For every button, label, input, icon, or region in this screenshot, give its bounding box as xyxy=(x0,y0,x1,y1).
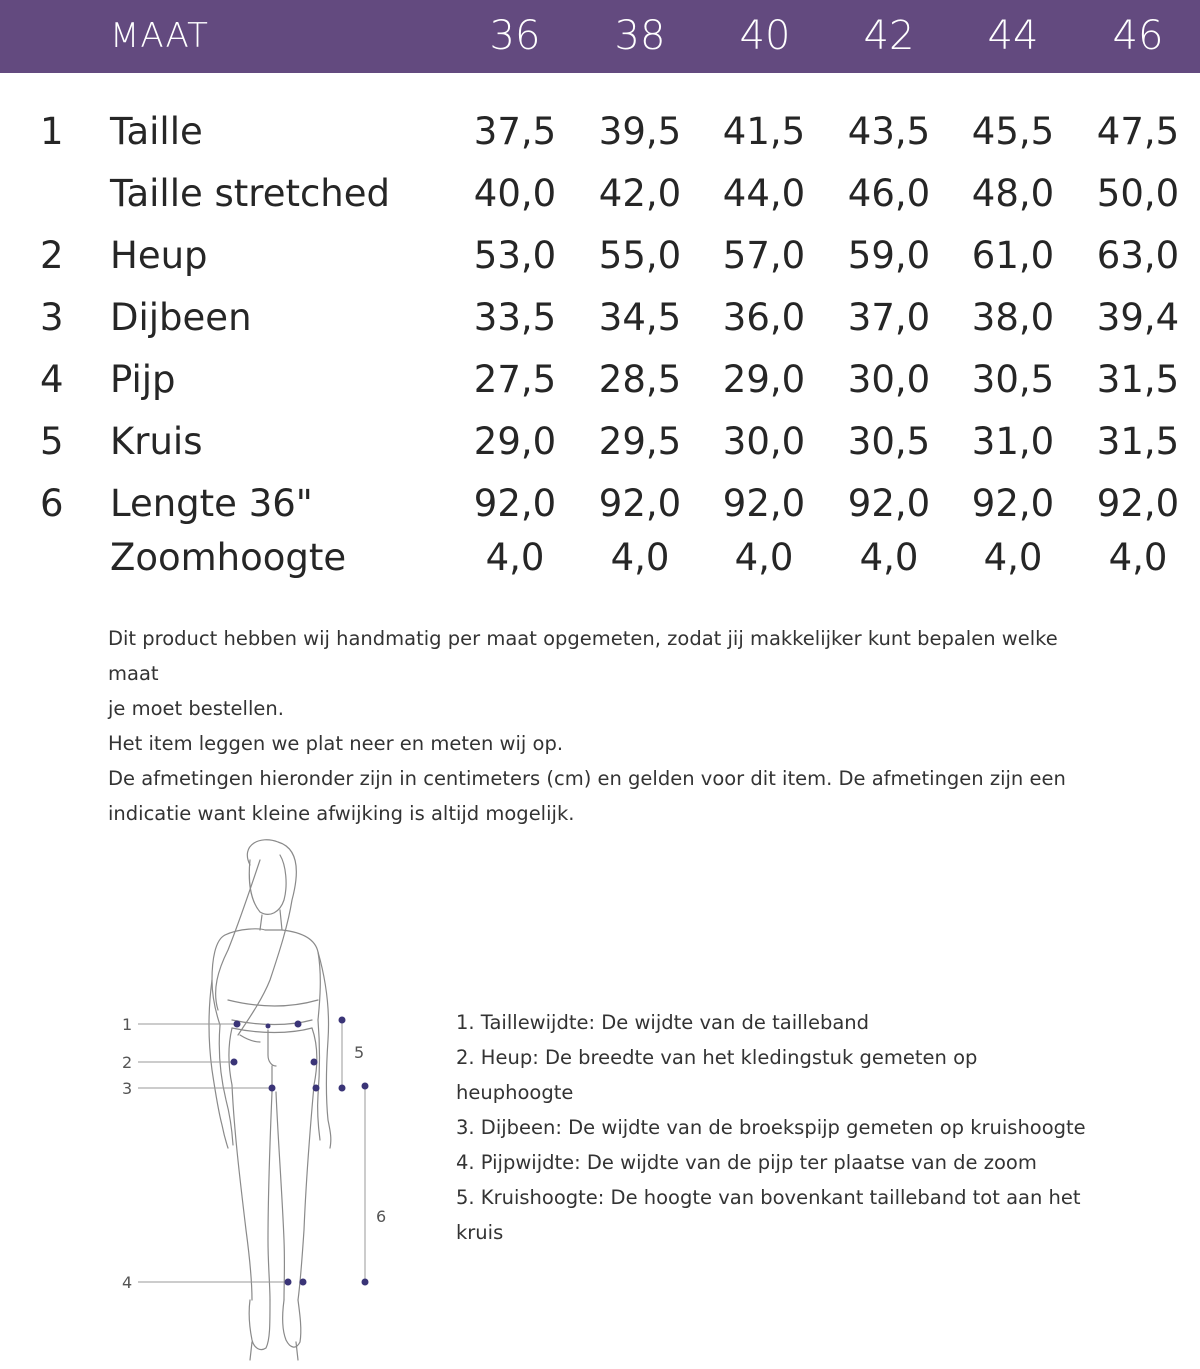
figure-label-5: 5 xyxy=(354,1043,365,1062)
row-value: 92,0 xyxy=(971,482,1055,525)
row-value: 37,5 xyxy=(473,110,557,153)
size-header-36: 36 xyxy=(489,13,541,59)
figure-label-1: 1 xyxy=(122,1015,133,1034)
row-value: 50,0 xyxy=(1096,172,1180,215)
size-header-46: 46 xyxy=(1112,13,1164,59)
table-row xyxy=(0,352,1200,408)
size-header-label: MAAT xyxy=(110,16,209,56)
marker-dot xyxy=(311,1059,318,1066)
marker-dot xyxy=(295,1021,302,1028)
row-value: 4,0 xyxy=(734,536,794,579)
size-header-42: 42 xyxy=(863,13,915,59)
row-measurement-name: Lengte 36" xyxy=(110,482,313,525)
row-measurement-name: Dijbeen xyxy=(110,296,252,339)
table-row xyxy=(0,290,1200,346)
row-measurement-name: Taille stretched xyxy=(110,172,391,215)
table-row xyxy=(0,530,1200,586)
size-header-bar xyxy=(0,0,1200,73)
row-measurement-name: Taille xyxy=(110,110,203,153)
row-value: 40,0 xyxy=(473,172,557,215)
table-row xyxy=(0,476,1200,532)
legend-line: 4. Pijpwijdte: De wijdte van de pijp ter plaatse van de zoom xyxy=(456,1151,1037,1174)
row-value: 55,0 xyxy=(598,234,682,277)
description-line: De afmetingen hieronder zijn in centimeters (cm) en gelden voor dit item. De afmetingen zijn een xyxy=(108,767,1066,790)
row-value: 4,0 xyxy=(485,536,545,579)
measurement-figure xyxy=(100,830,430,1369)
legend-line: 2. Heup: De breedte van het kledingstuk gemeten op xyxy=(456,1046,978,1069)
table-row xyxy=(0,104,1200,160)
row-number: 6 xyxy=(40,482,64,525)
row-value: 29,0 xyxy=(722,358,806,401)
row-value: 92,0 xyxy=(847,482,931,525)
row-value: 27,5 xyxy=(473,358,557,401)
row-value: 92,0 xyxy=(1096,482,1180,525)
figure-label-4: 4 xyxy=(122,1273,133,1292)
figure-label-6: 6 xyxy=(376,1207,387,1226)
row-value: 30,5 xyxy=(971,358,1055,401)
legend-line: 5. Kruishoogte: De hoogte van bovenkant tailleband tot aan het xyxy=(456,1186,1081,1209)
row-value: 29,0 xyxy=(473,420,557,463)
row-value: 38,0 xyxy=(971,296,1055,339)
figure-label-2: 2 xyxy=(122,1053,133,1072)
row-number: 5 xyxy=(40,420,64,463)
row-value: 39,5 xyxy=(598,110,682,153)
row-value: 92,0 xyxy=(598,482,682,525)
row-value: 57,0 xyxy=(722,234,806,277)
row-value: 33,5 xyxy=(473,296,557,339)
row-value: 36,0 xyxy=(722,296,806,339)
measurement-legend xyxy=(456,1005,1096,1250)
row-value: 31,0 xyxy=(971,420,1055,463)
marker-dot xyxy=(362,1083,369,1090)
figure-label-3: 3 xyxy=(122,1079,133,1098)
row-number: 4 xyxy=(40,358,64,401)
row-value: 47,5 xyxy=(1096,110,1180,153)
row-value: 29,5 xyxy=(598,420,682,463)
legend-line: 3. Dijbeen: De wijdte van de broekspijp gemeten op kruishoogte xyxy=(456,1116,1086,1139)
measurement-description xyxy=(108,621,1088,831)
row-number: 1 xyxy=(40,110,64,153)
row-value: 30,5 xyxy=(847,420,931,463)
row-value: 30,0 xyxy=(722,420,806,463)
figure-left-leg xyxy=(232,1085,252,1300)
marker-dot xyxy=(285,1279,292,1286)
size-header-44: 44 xyxy=(987,13,1039,59)
marker-dot xyxy=(231,1059,238,1066)
row-value: 44,0 xyxy=(722,172,806,215)
marker-dot xyxy=(313,1085,320,1092)
row-measurement-name: Kruis xyxy=(110,420,203,463)
row-value: 46,0 xyxy=(847,172,931,215)
row-measurement-name: Pijp xyxy=(110,358,176,401)
marker-dot xyxy=(266,1024,271,1029)
figure-right-leg xyxy=(298,1085,314,1300)
marker-dot xyxy=(362,1279,369,1286)
figure-left-arm xyxy=(209,980,228,1148)
row-value: 92,0 xyxy=(473,482,557,525)
marker-dot xyxy=(300,1279,307,1286)
description-line: Dit product hebben wij handmatig per maat opgemeten, zodat jij makkelijker kunt bepalen welke maat xyxy=(108,627,1058,685)
row-number: 3 xyxy=(40,296,64,339)
row-value: 30,0 xyxy=(847,358,931,401)
row-value: 34,5 xyxy=(598,296,682,339)
row-value: 4,0 xyxy=(610,536,670,579)
size-header-38: 38 xyxy=(614,13,666,59)
figure-head xyxy=(249,855,286,914)
description-line: Het item leggen we plat neer en meten wij op. xyxy=(108,732,564,755)
marker-dot xyxy=(339,1017,346,1024)
row-measurement-name: Zoomhoogte xyxy=(110,536,347,579)
table-row xyxy=(0,166,1200,222)
row-value: 53,0 xyxy=(473,234,557,277)
row-value: 28,5 xyxy=(598,358,682,401)
row-value: 92,0 xyxy=(722,482,806,525)
row-value: 31,5 xyxy=(1096,420,1180,463)
row-value: 63,0 xyxy=(1096,234,1180,277)
row-value: 4,0 xyxy=(859,536,919,579)
row-value: 41,5 xyxy=(722,110,806,153)
size-header-40: 40 xyxy=(739,13,791,59)
row-value: 4,0 xyxy=(1108,536,1168,579)
marker-dot xyxy=(269,1085,276,1092)
row-value: 42,0 xyxy=(598,172,682,215)
table-row xyxy=(0,228,1200,284)
marker-dot xyxy=(339,1085,346,1092)
description-line: indicatie want kleine afwijking is altijd mogelijk. xyxy=(108,802,575,825)
legend-line: kruis xyxy=(456,1221,504,1244)
legend-line: heuphoogte xyxy=(456,1081,574,1104)
row-value: 45,5 xyxy=(971,110,1055,153)
row-value: 43,5 xyxy=(847,110,931,153)
row-value: 59,0 xyxy=(847,234,931,277)
row-measurement-name: Heup xyxy=(110,234,208,277)
legend-line: 1. Taillewijdte: De wijdte van de tailleband xyxy=(456,1011,870,1034)
description-line: je moet bestellen. xyxy=(108,697,284,720)
table-row xyxy=(0,414,1200,470)
row-value: 39,4 xyxy=(1096,296,1180,339)
row-value: 4,0 xyxy=(983,536,1043,579)
row-value: 61,0 xyxy=(971,234,1055,277)
row-value: 31,5 xyxy=(1096,358,1180,401)
row-number: 2 xyxy=(40,234,64,277)
marker-dot xyxy=(234,1021,241,1028)
row-value: 48,0 xyxy=(971,172,1055,215)
row-value: 37,0 xyxy=(847,296,931,339)
